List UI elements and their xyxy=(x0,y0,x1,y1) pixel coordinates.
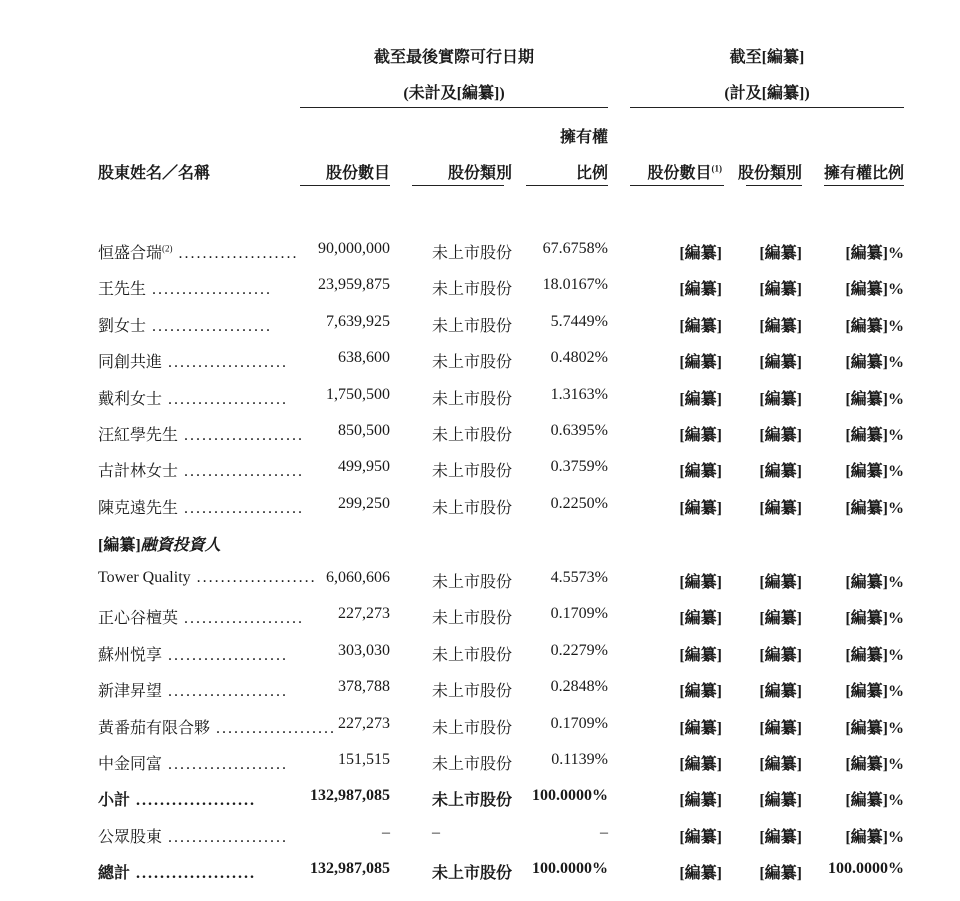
shareholder-name-text: 劉女士 xyxy=(98,318,147,335)
shareholder-name-text: 蘇州悦享 xyxy=(98,647,163,664)
shareholder-name-text: 新津昇望 xyxy=(98,683,163,700)
redacted-pct: [編纂]% xyxy=(845,792,904,809)
share-count: 132,987,085 xyxy=(310,860,390,877)
shareholder-name xyxy=(98,787,276,810)
col-pct2-rule xyxy=(824,185,904,186)
shareholder-name xyxy=(98,715,337,738)
share-class: 未上市股份 xyxy=(432,281,513,298)
shareholder-name-text: 同創共進 xyxy=(98,354,163,371)
share-class: 未上市股份 xyxy=(432,720,513,737)
ownership-pct: 67.6758% xyxy=(542,240,608,257)
ownership-pct: 0.2848% xyxy=(550,678,608,695)
col-header-shares: 股份數目 xyxy=(325,165,390,182)
table-row xyxy=(0,642,960,666)
redacted-shares: [編纂] xyxy=(679,683,722,700)
table-row xyxy=(0,386,960,410)
col-header-pct-line2: 比例 xyxy=(575,165,608,182)
redacted-shares: [編纂] xyxy=(679,647,722,664)
col-pct-rule xyxy=(526,185,608,186)
shareholder-name xyxy=(98,751,289,774)
col-header-class: 股份類別 xyxy=(448,165,513,182)
share-class: 未上市股份 xyxy=(432,683,513,700)
redacted-pct: [編纂]% xyxy=(845,683,904,700)
redacted-pct: [編纂]% xyxy=(845,647,904,664)
redacted-class: [編纂] xyxy=(759,245,802,262)
table-row xyxy=(0,715,960,739)
col-shares2-rule xyxy=(630,185,724,186)
ownership-pct: 0.1709% xyxy=(550,605,608,622)
redacted-shares: [編纂] xyxy=(679,756,722,773)
shareholder-name xyxy=(98,605,305,628)
shareholder-name xyxy=(98,569,317,587)
redacted-shares: [編纂] xyxy=(679,500,722,517)
redacted-class: [編纂] xyxy=(759,792,802,809)
ownership-pct: 1.3163% xyxy=(550,386,608,403)
shareholder-name-text: 公眾股東 xyxy=(98,829,163,846)
redacted-class: [編纂] xyxy=(759,427,802,444)
shareholder-name xyxy=(98,642,289,665)
redacted-pct: [編纂]% xyxy=(845,720,904,737)
shareholder-name xyxy=(98,240,299,263)
redacted-pct: [編纂]% xyxy=(845,610,904,627)
shareholder-name-text: 總計 xyxy=(98,865,131,882)
ownership-pct: 0.6395% xyxy=(550,422,608,439)
redacted-pct: [編纂]% xyxy=(845,427,904,444)
redacted-shares: [編纂] xyxy=(679,720,722,737)
share-count: 23,959,875 xyxy=(318,276,390,293)
shareholder-name xyxy=(98,422,305,445)
share-class: 未上市股份 xyxy=(432,792,513,809)
col-class2-rule xyxy=(746,185,802,186)
redacted-class: [編纂] xyxy=(759,865,802,882)
shareholder-name-text: 恒盛合瑞 xyxy=(98,245,163,262)
redacted-shares: [編纂] xyxy=(679,610,722,627)
group2-rule xyxy=(630,107,904,108)
redacted-pct: [編纂]% xyxy=(845,829,904,846)
shareholder-name-text: 陳克遠先生 xyxy=(98,500,179,517)
redacted-class: [編纂] xyxy=(759,318,802,335)
leader-dots: .................... xyxy=(162,829,289,846)
section-title: 融資投資人 xyxy=(140,537,221,554)
redacted-pct: [編纂]% xyxy=(845,756,904,773)
redacted-pct: 100.0000% xyxy=(828,860,904,877)
table-row xyxy=(0,349,960,373)
group1-title: 截至最後實際可行日期 xyxy=(373,49,534,66)
shareholder-name-text: 黃番茄有限合夥 xyxy=(98,720,211,737)
ownership-pct: 0.2279% xyxy=(550,642,608,659)
redacted-shares: [編纂] xyxy=(679,463,722,480)
shareholder-name xyxy=(98,276,276,299)
redacted-class: [編纂] xyxy=(759,391,802,408)
redacted-class: [編纂] xyxy=(759,756,802,773)
leader-dots: .................... xyxy=(146,281,273,298)
leader-dots: .................... xyxy=(178,610,305,627)
share-count: 378,788 xyxy=(338,678,390,695)
share-count: 132,987,085 xyxy=(310,787,390,804)
ownership-pct: 100.0000% xyxy=(532,860,608,877)
shareholder-name-text: 正心谷檀英 xyxy=(98,610,179,627)
share-class: 未上市股份 xyxy=(432,354,513,371)
shareholder-name-text: 汪紅學先生 xyxy=(98,427,179,444)
group1-rule xyxy=(300,107,608,108)
ownership-pct: 0.2250% xyxy=(550,495,608,512)
redacted-shares: [編纂] xyxy=(679,354,722,371)
leader-dots: .................... xyxy=(162,683,289,700)
share-class: 未上市股份 xyxy=(432,865,513,882)
shareholder-name-text: 古計林女士 xyxy=(98,463,179,480)
share-count: 850,500 xyxy=(338,422,390,439)
share-count: 227,273 xyxy=(338,715,390,732)
col-header-shares2 xyxy=(647,160,722,183)
leader-dots: .................... xyxy=(162,647,289,664)
table-row xyxy=(0,751,960,775)
redacted-class: [編纂] xyxy=(759,281,802,298)
redacted-shares: [編纂] xyxy=(679,574,722,591)
table-row xyxy=(0,276,960,300)
redacted-pct: [編纂]% xyxy=(845,245,904,262)
table-row xyxy=(0,860,960,884)
leader-dots: .................... xyxy=(178,427,305,444)
shareholder-name-text: 王先生 xyxy=(98,281,147,298)
shareholder-name xyxy=(98,349,289,372)
redacted-pct: [編纂]% xyxy=(845,281,904,298)
group2-title: 截至[編纂] xyxy=(729,49,805,66)
shareholder-name-text: 小計 xyxy=(98,792,131,809)
share-count: 7,639,925 xyxy=(326,313,390,330)
redacted-pct: [編纂]% xyxy=(845,318,904,335)
shareholder-name-text: Tower Quality xyxy=(98,569,191,586)
leader-dots: .................... xyxy=(190,569,317,586)
redacted-shares: [編纂] xyxy=(679,829,722,846)
share-count: 227,273 xyxy=(338,605,390,622)
col-header-pct-line1: 擁有權 xyxy=(559,129,608,146)
share-class: – xyxy=(432,824,440,841)
table-row xyxy=(0,313,960,337)
footnote-1: (1) xyxy=(711,163,722,174)
share-class: 未上市股份 xyxy=(432,647,513,664)
redacted-class: [編纂] xyxy=(759,463,802,480)
share-count: 1,750,500 xyxy=(326,386,390,403)
table-row xyxy=(0,569,960,593)
leader-dots: .................... xyxy=(178,463,305,480)
group1-subtitle: (未計及[編纂]) xyxy=(403,85,505,102)
shareholder-name xyxy=(98,386,289,409)
ownership-pct: 18.0167% xyxy=(542,276,608,293)
table-row xyxy=(0,240,960,264)
redacted-shares: [編纂] xyxy=(679,792,722,809)
leader-dots: .................... xyxy=(146,318,273,335)
share-class: 未上市股份 xyxy=(432,318,513,335)
share-count: 6,060,606 xyxy=(326,569,390,586)
redacted-shares: [編纂] xyxy=(679,391,722,408)
group2-subtitle: (計及[編纂]) xyxy=(724,85,810,102)
leader-dots: .................... xyxy=(172,245,299,262)
shareholder-name xyxy=(98,495,305,518)
leader-dots: .................... xyxy=(130,792,257,809)
table-row xyxy=(0,495,960,519)
share-class: 未上市股份 xyxy=(432,463,513,480)
leader-dots: .................... xyxy=(178,500,305,517)
ownership-pct: 0.4802% xyxy=(550,349,608,366)
share-class: 未上市股份 xyxy=(432,427,513,444)
share-count: 638,600 xyxy=(338,349,390,366)
redacted-shares: [編纂] xyxy=(679,281,722,298)
redacted-class: [編纂] xyxy=(759,574,802,591)
shareholder-name-text: 中金同富 xyxy=(98,756,163,773)
section-heading xyxy=(98,532,221,555)
shareholder-name-text: 戴利女士 xyxy=(98,391,163,408)
redacted-shares: [編纂] xyxy=(679,427,722,444)
redacted-class: [編纂] xyxy=(759,500,802,517)
ownership-pct: 4.5573% xyxy=(550,569,608,586)
share-count: 499,950 xyxy=(338,458,390,475)
shareholder-name xyxy=(98,458,305,481)
col-shares-rule xyxy=(300,185,390,186)
redacted-class: [編纂] xyxy=(759,683,802,700)
table-row xyxy=(0,605,960,629)
table-row xyxy=(0,787,960,811)
ownership-pct: 0.3759% xyxy=(550,458,608,475)
share-class: 未上市股份 xyxy=(432,391,513,408)
redacted-class: [編纂] xyxy=(759,720,802,737)
shareholder-name xyxy=(98,678,289,701)
redacted-class: [編纂] xyxy=(759,610,802,627)
share-count: 151,515 xyxy=(338,751,390,768)
redacted-class: [編纂] xyxy=(759,647,802,664)
share-class: 未上市股份 xyxy=(432,756,513,773)
redacted-shares: [編纂] xyxy=(679,245,722,262)
leader-dots: .................... xyxy=(130,865,257,882)
table-row xyxy=(0,422,960,446)
redacted-shares: [編纂] xyxy=(679,865,722,882)
share-count: 299,250 xyxy=(338,495,390,512)
leader-dots: .................... xyxy=(162,354,289,371)
share-count: 90,000,000 xyxy=(318,240,390,257)
share-class: 未上市股份 xyxy=(432,500,513,517)
share-class: 未上市股份 xyxy=(432,610,513,627)
share-count: 303,030 xyxy=(338,642,390,659)
shareholder-name xyxy=(98,824,289,847)
col-class-rule xyxy=(412,185,504,186)
ownership-pct: 5.7449% xyxy=(550,313,608,330)
redacted-pct: [編纂]% xyxy=(845,500,904,517)
share-class: 未上市股份 xyxy=(432,574,513,591)
footnote-2: (2) xyxy=(162,243,173,254)
col-header-shares2-label: 股份數目 xyxy=(647,165,712,182)
col-header-class2: 股份類別 xyxy=(737,165,802,182)
redacted-pct: [編纂]% xyxy=(845,463,904,480)
redacted-shares: [編纂] xyxy=(679,318,722,335)
table-row xyxy=(0,678,960,702)
leader-dots: .................... xyxy=(162,756,289,773)
redacted-class: [編纂] xyxy=(759,829,802,846)
section-prefix: [編纂] xyxy=(98,537,141,554)
shareholder-name xyxy=(98,313,276,336)
leader-dots: .................... xyxy=(162,391,289,408)
redacted-pct: [編纂]% xyxy=(845,391,904,408)
share-count: – xyxy=(382,824,390,841)
ownership-pct: – xyxy=(600,824,608,841)
leader-dots: .................... xyxy=(210,720,337,737)
table-row xyxy=(0,458,960,482)
shareholder-name xyxy=(98,860,276,883)
share-class: 未上市股份 xyxy=(432,245,513,262)
ownership-pct: 100.0000% xyxy=(532,787,608,804)
table-row xyxy=(0,824,960,848)
ownership-pct: 0.1139% xyxy=(551,751,608,768)
redacted-class: [編纂] xyxy=(759,354,802,371)
col-header-pct2: 擁有權比例 xyxy=(823,165,904,182)
redacted-pct: [編纂]% xyxy=(845,354,904,371)
redacted-pct: [編纂]% xyxy=(845,574,904,591)
col-header-name: 股東姓名／名稱 xyxy=(98,165,211,182)
ownership-pct: 0.1709% xyxy=(550,715,608,732)
